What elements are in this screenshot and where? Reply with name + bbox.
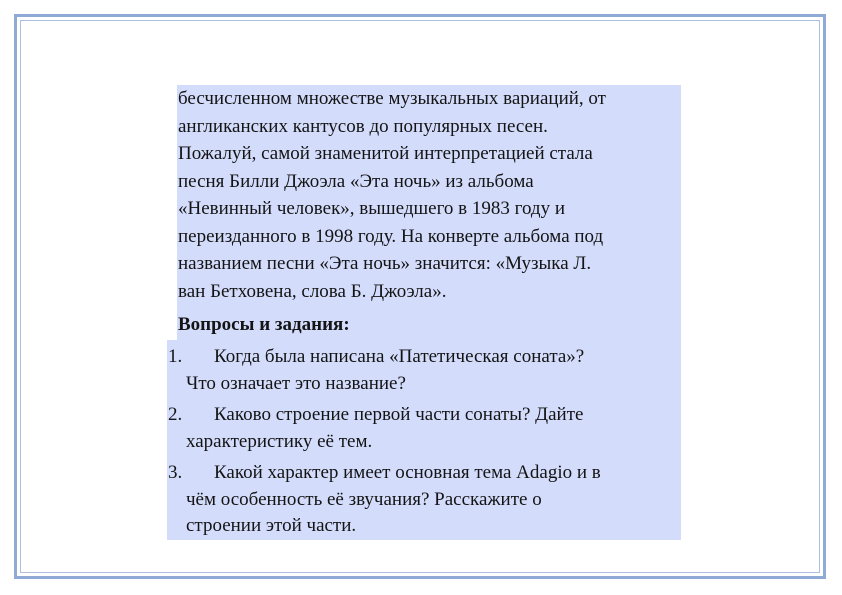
question-text	[186, 460, 666, 540]
paragraph-line: бесчисленном множестве музыкальных вариаций, от	[178, 88, 606, 109]
body-paragraph	[177, 85, 681, 308]
questions-heading: Вопросы и задания:	[178, 314, 350, 335]
question-line: Что означает это название?	[186, 372, 406, 394]
paragraph-line: переизданного в 1998 году. На конверте альбома под	[178, 225, 604, 247]
question-number: 3.	[168, 462, 183, 483]
question-text	[186, 402, 666, 455]
paragraph-line: «Невинный человек», вышедшего в 1983 году и	[178, 198, 565, 219]
paragraph-line: Пожалуй, самой знаменитой интерпретацией стала	[178, 143, 593, 164]
question-text	[186, 344, 666, 397]
paragraph-line: англиканских кантусов до популярных песен.	[178, 115, 548, 137]
questions-heading-box	[177, 308, 681, 340]
question-line: Каково строение первой части сонаты? Дайте	[214, 404, 584, 425]
paragraph-line: названием песни «Эта ночь» значится: «Музыка Л.	[178, 253, 592, 274]
question-line: характеристику её тем.	[186, 430, 373, 452]
question-number: 2.	[168, 404, 183, 425]
questions-list	[167, 340, 681, 540]
paragraph-line: ван Бетховена, слова Б. Джоэла».	[178, 280, 447, 302]
question-line: строении этой части.	[186, 515, 357, 536]
question-line: Когда была написана «Патетическая соната»?	[214, 346, 585, 367]
paragraph-line: песня Билли Джоэла «Эта ночь» из альбома	[178, 170, 534, 192]
question-number: 1.	[168, 346, 183, 367]
question-line: чём особенность её звучания? Расскажите о	[186, 488, 542, 510]
question-line: Какой характер имеет основная тема Adagio и в	[214, 462, 601, 483]
